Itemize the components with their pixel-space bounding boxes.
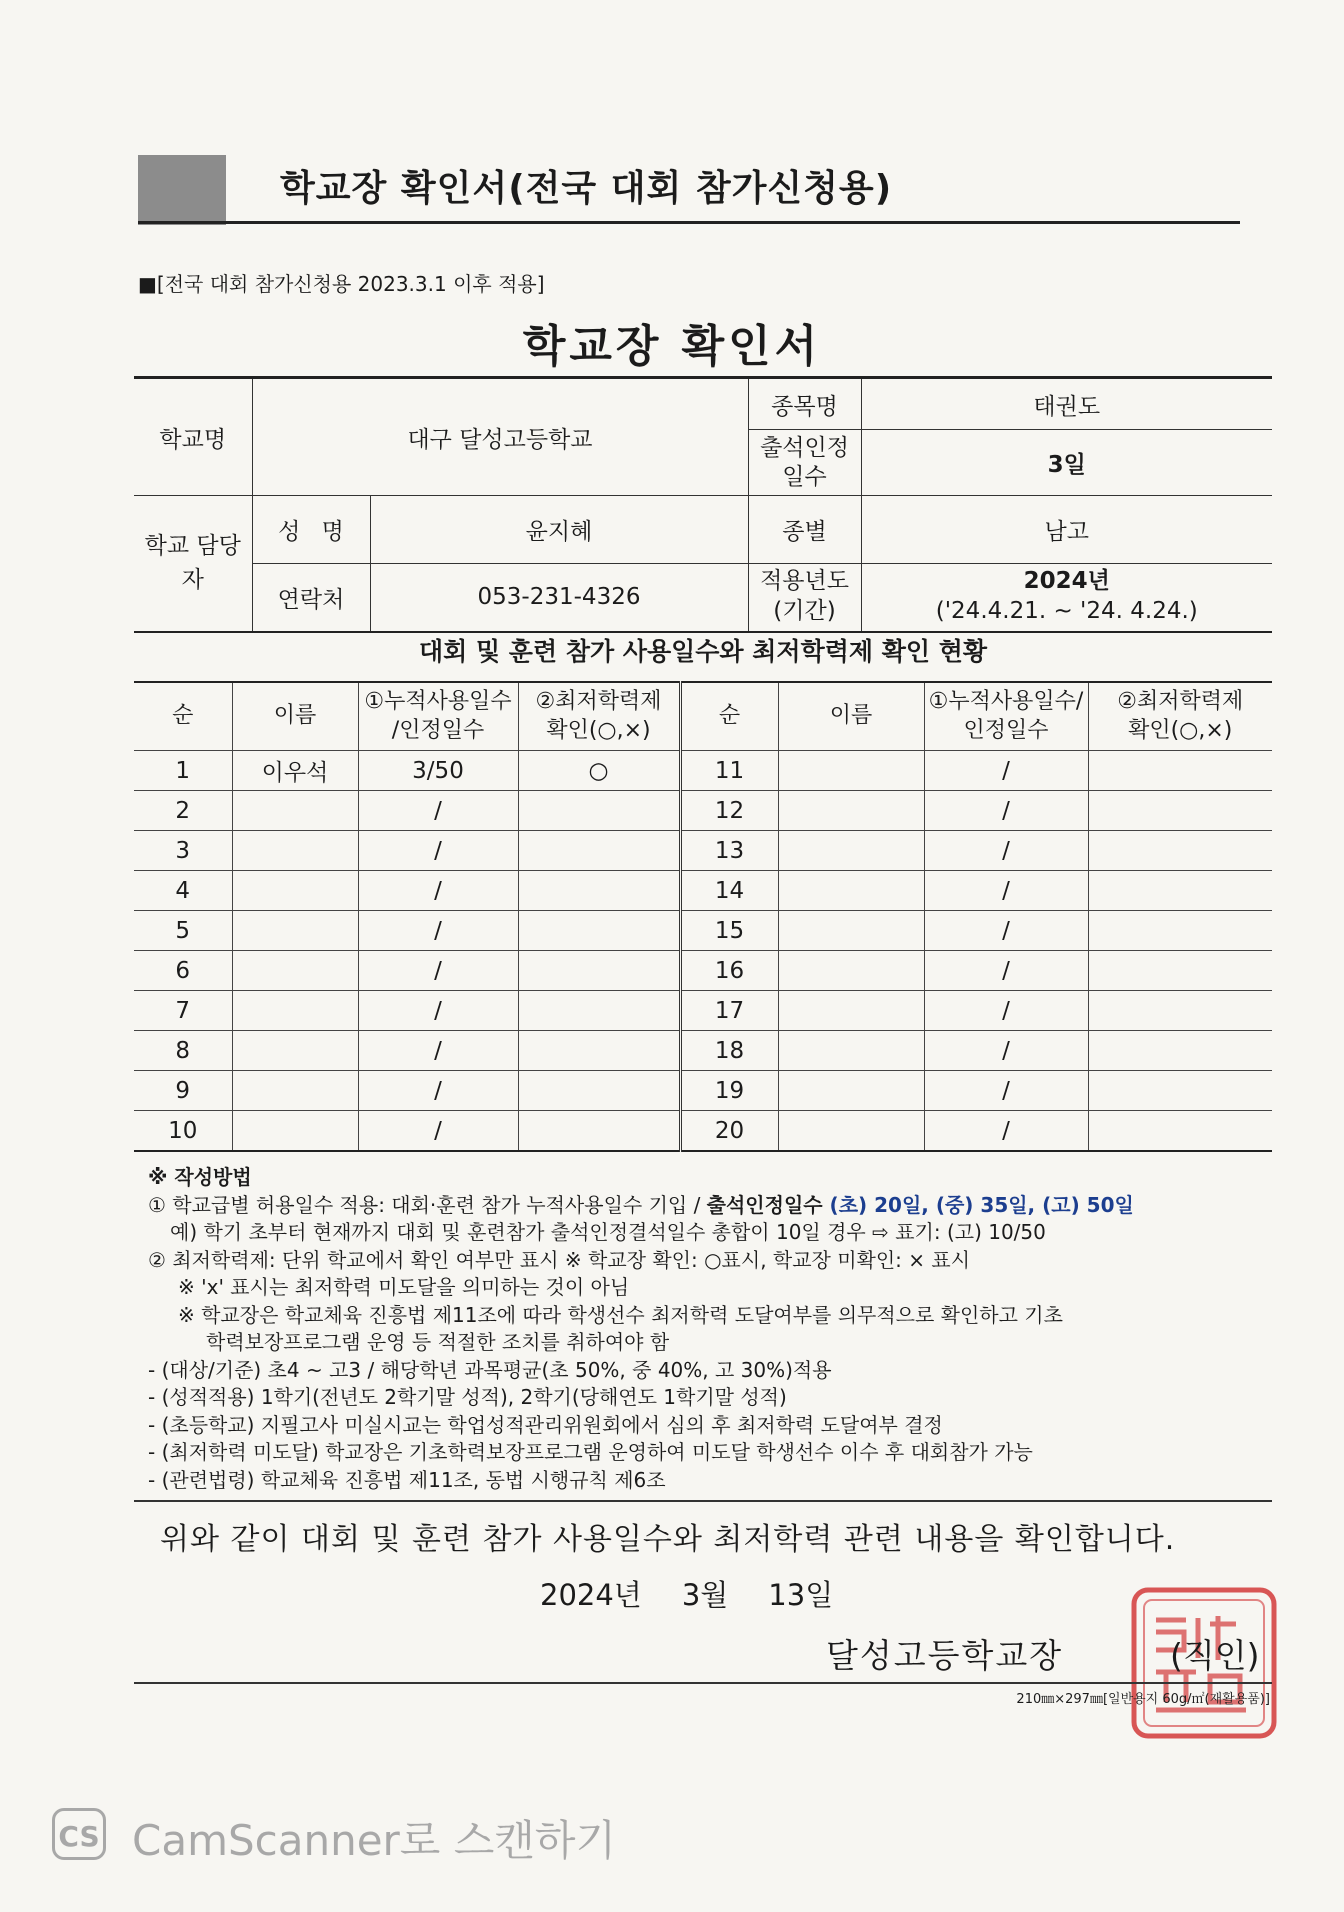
row-days: / bbox=[358, 1111, 518, 1152]
category-value: 남고 bbox=[861, 496, 1272, 564]
row-check bbox=[518, 1071, 680, 1111]
row-name-right bbox=[778, 991, 924, 1031]
row-check bbox=[518, 951, 680, 991]
header-days-right-line1: ①누적사용일수/ bbox=[928, 688, 1084, 714]
row-no: 8 bbox=[134, 1031, 232, 1071]
notes-heading: ※ 작성방법 bbox=[148, 1165, 252, 1189]
row-days: / bbox=[358, 871, 518, 911]
period-value: ('24.4.21. ~ '24. 4.24.) bbox=[935, 598, 1198, 625]
row-check-right bbox=[1088, 1031, 1272, 1071]
row-name-right bbox=[778, 791, 924, 831]
row-name-right bbox=[778, 911, 924, 951]
row-name bbox=[232, 1111, 358, 1152]
row-name-right bbox=[778, 831, 924, 871]
note-item-2-sub2: ※ 학교장은 학교체육 진흥법 제11조에 따라 학생선수 최저학력 도달여부를 의무적으로 확인하고 기초 bbox=[178, 1302, 1063, 1327]
table-row bbox=[134, 1031, 1272, 1071]
row-name bbox=[232, 791, 358, 831]
row-no-right: 11 bbox=[680, 751, 778, 791]
contact-label: 연락처 bbox=[252, 564, 370, 632]
confirmation-statement: 위와 같이 대회 및 훈련 참가 사용일수와 최저학력 관련 내용을 확인합니다. bbox=[160, 1522, 1176, 1557]
header-check-right-line1: ②최저학력제 bbox=[1117, 688, 1244, 714]
manager-label: 학교 담당자 bbox=[134, 496, 252, 632]
date-month: 3월 bbox=[681, 1578, 729, 1612]
table-row bbox=[134, 831, 1272, 871]
note-item-2: ② 최저학력제: 단위 학교에서 확인 여부만 표시 ※ 학교장 확인: ○표시, 학교장 미확인: × 표시 bbox=[148, 1247, 971, 1272]
table-header-row bbox=[134, 682, 1272, 751]
row-days-right: / bbox=[924, 791, 1088, 831]
row-name bbox=[232, 951, 358, 991]
row-no-right: 14 bbox=[680, 871, 778, 911]
row-no-right: 20 bbox=[680, 1111, 778, 1152]
row-days: / bbox=[358, 791, 518, 831]
name-value: 윤지혜 bbox=[370, 496, 748, 564]
row-days: / bbox=[358, 831, 518, 871]
row-no: 5 bbox=[134, 911, 232, 951]
row-no-right: 12 bbox=[680, 791, 778, 831]
row-check bbox=[518, 791, 680, 831]
row-name bbox=[232, 1031, 358, 1071]
table-row bbox=[134, 991, 1272, 1031]
row-no-right: 13 bbox=[680, 831, 778, 871]
row-no-right: 16 bbox=[680, 951, 778, 991]
row-check-right bbox=[1088, 991, 1272, 1031]
header-days-right-line2: 인정일수 bbox=[963, 717, 1049, 743]
note-bullet-5: - (관련법령) 학교체육 진흥법 제11조, 동법 시행규칙 제6조 bbox=[148, 1467, 666, 1492]
school-name-label: 학교명 bbox=[134, 378, 252, 496]
row-name-right bbox=[778, 1111, 924, 1152]
row-days-right: / bbox=[924, 871, 1088, 911]
note-bullet-4: - (최저학력 미도달) 학교장은 기초학력보장프로그램 운영하여 미도달 학생선수 이수 후 대회참가 가능 bbox=[148, 1440, 1033, 1464]
applicability-note: ■[전국 대회 참가신청용 2023.3.1 이후 적용] bbox=[138, 272, 545, 296]
row-no: 3 bbox=[134, 831, 232, 871]
note-item-1-text: ① 학교급별 허용일수 적용: 대회·훈련 참가 누적사용일수 기입 / bbox=[148, 1192, 707, 1217]
row-check-right bbox=[1088, 1111, 1272, 1152]
bottom-divider bbox=[134, 1682, 1272, 1684]
row-check-right bbox=[1088, 911, 1272, 951]
row-name bbox=[232, 991, 358, 1031]
camscanner-logo-icon: CS bbox=[52, 1808, 106, 1860]
year-label bbox=[748, 564, 861, 632]
notes-divider bbox=[134, 1500, 1272, 1502]
year-label-line1: 적용년도 bbox=[760, 568, 849, 595]
row-no: 4 bbox=[134, 871, 232, 911]
date-year: 2024년 bbox=[540, 1578, 642, 1612]
sport-value: 태권도 bbox=[861, 378, 1272, 430]
note-bullet-2: - (성적적용) 1학기(전년도 2학기말 성적), 2학기(당해연도 1학기말 성적) bbox=[148, 1385, 787, 1409]
sport-label: 종목명 bbox=[748, 378, 861, 430]
header-gray-block bbox=[138, 155, 226, 225]
row-name-right bbox=[778, 951, 924, 991]
table-row bbox=[134, 951, 1272, 991]
row-name bbox=[232, 1071, 358, 1111]
row-days: 3/50 bbox=[358, 751, 518, 791]
row-days-right: / bbox=[924, 831, 1088, 871]
row-name-right bbox=[778, 1031, 924, 1071]
row-no: 7 bbox=[134, 991, 232, 1031]
row-name-right bbox=[778, 1071, 924, 1111]
note-item-1 bbox=[148, 1192, 1268, 1220]
row-days-right: / bbox=[924, 951, 1088, 991]
row-check-right bbox=[1088, 1071, 1272, 1111]
row-no-right: 17 bbox=[680, 991, 778, 1031]
row-days: / bbox=[358, 951, 518, 991]
row-name bbox=[232, 831, 358, 871]
row-check-right bbox=[1088, 951, 1272, 991]
instructions bbox=[148, 1164, 1268, 1494]
header-divider bbox=[138, 221, 1240, 224]
header-days-right bbox=[924, 682, 1088, 751]
row-no: 6 bbox=[134, 951, 232, 991]
school-name-value: 대구 달성고등학교 bbox=[252, 378, 748, 496]
row-check bbox=[518, 1031, 680, 1071]
header-days-line1: ①누적사용일수 bbox=[364, 688, 512, 714]
school-info-table bbox=[134, 376, 1272, 633]
header-days-line2: /인정일수 bbox=[391, 717, 485, 743]
header-check bbox=[518, 682, 680, 751]
row-no-right: 15 bbox=[680, 911, 778, 951]
row-check-right bbox=[1088, 751, 1272, 791]
year-value-cell bbox=[861, 564, 1272, 632]
note-item-1-limits: (초) 20일, (중) 35일, (고) 50일 bbox=[822, 1192, 1134, 1217]
document-title: 학교장 확인서 bbox=[522, 321, 822, 372]
row-days-right: / bbox=[924, 1071, 1088, 1111]
header-name: 이름 bbox=[232, 682, 358, 751]
row-no-right: 18 bbox=[680, 1031, 778, 1071]
row-check-right bbox=[1088, 791, 1272, 831]
usage-section-title: 대회 및 훈련 참가 사용일수와 최저학력제 확인 현황 bbox=[418, 637, 988, 666]
attendance-value: 3일 bbox=[861, 430, 1272, 496]
student-usage-table bbox=[134, 681, 1272, 1152]
row-name-right bbox=[778, 751, 924, 791]
row-check bbox=[518, 911, 680, 951]
header-no: 순 bbox=[134, 682, 232, 751]
row-days-right: / bbox=[924, 1111, 1088, 1152]
row-no: 9 bbox=[134, 1071, 232, 1111]
header-no-right: 순 bbox=[680, 682, 778, 751]
row-no: 1 bbox=[134, 751, 232, 791]
header-days bbox=[358, 682, 518, 751]
year-label-line2: (기간) bbox=[773, 598, 836, 625]
row-days: / bbox=[358, 991, 518, 1031]
category-label: 종별 bbox=[748, 496, 861, 564]
camscanner-watermark: CamScanner로 스캔하기 bbox=[132, 1816, 617, 1865]
row-days-right: / bbox=[924, 991, 1088, 1031]
row-check bbox=[518, 831, 680, 871]
note-item-2-sub1: ※ 'x' 표시는 최저학력 미도달을 의미하는 것이 아님 bbox=[178, 1275, 630, 1299]
date-day: 13일 bbox=[768, 1578, 834, 1612]
row-days: / bbox=[358, 1071, 518, 1111]
row-check-right bbox=[1088, 871, 1272, 911]
table-row bbox=[134, 871, 1272, 911]
principal-title: 달성고등학교장 bbox=[826, 1636, 1064, 1675]
row-name bbox=[232, 911, 358, 951]
row-no: 10 bbox=[134, 1111, 232, 1152]
table-row bbox=[134, 911, 1272, 951]
row-check bbox=[518, 991, 680, 1031]
row-days-right: / bbox=[924, 1031, 1088, 1071]
row-no: 2 bbox=[134, 791, 232, 831]
row-days-right: / bbox=[924, 911, 1088, 951]
row-check: ○ bbox=[518, 751, 680, 791]
contact-value: 053-231-4326 bbox=[370, 564, 748, 632]
table-row bbox=[134, 791, 1272, 831]
name-label: 성 명 bbox=[252, 496, 370, 564]
paper-spec: 210㎜×297㎜[일반용지 60g/㎡(재활용품)] bbox=[1016, 1692, 1270, 1707]
row-name bbox=[232, 871, 358, 911]
header-check-line2: 확인(○,×) bbox=[546, 717, 651, 743]
header-name-right: 이름 bbox=[778, 682, 924, 751]
row-days: / bbox=[358, 1031, 518, 1071]
note-bullet-1: - (대상/기준) 초4 ~ 고3 / 해당학년 과목평균(초 50%, 중 40%, 고 30%)적용 bbox=[148, 1357, 832, 1382]
row-check-right bbox=[1088, 831, 1272, 871]
seal-label: (직인) bbox=[1170, 1636, 1260, 1675]
table-row bbox=[134, 1071, 1272, 1111]
row-days-right: / bbox=[924, 751, 1088, 791]
header-check-right bbox=[1088, 682, 1272, 751]
row-name: 이우석 bbox=[232, 751, 358, 791]
header-check-line1: ②최저학력제 bbox=[535, 688, 662, 714]
issue-date bbox=[540, 1573, 873, 1614]
row-check bbox=[518, 871, 680, 911]
table-row bbox=[134, 751, 1272, 791]
note-item-2-sub2-cont: 학력보장프로그램 운영 등 적절한 조치를 취하여야 함 bbox=[206, 1330, 670, 1354]
note-item-1-attendance: 출석인정일수 bbox=[706, 1192, 823, 1217]
note-item-1-example: 예) 학기 초부터 현재까지 대회 및 훈련참가 출석인정결석일수 총합이 10일 경우 ⇨ 표기: (고) 10/50 bbox=[170, 1220, 1046, 1244]
note-bullet-3: - (초등학교) 지필고사 미실시교는 학업성적관리위원회에서 심의 후 최저학력 도달여부 결정 bbox=[148, 1412, 943, 1437]
row-no-right: 19 bbox=[680, 1071, 778, 1111]
row-check bbox=[518, 1111, 680, 1152]
header-title: 학교장 확인서(전국 대회 참가신청용) bbox=[280, 168, 893, 209]
table-row bbox=[134, 1111, 1272, 1152]
header-check-right-line2: 확인(○,×) bbox=[1128, 717, 1233, 743]
attendance-label: 출석인정 일수 bbox=[748, 430, 861, 496]
year-value: 2024년 bbox=[1023, 568, 1110, 595]
row-days: / bbox=[358, 911, 518, 951]
row-name-right bbox=[778, 871, 924, 911]
